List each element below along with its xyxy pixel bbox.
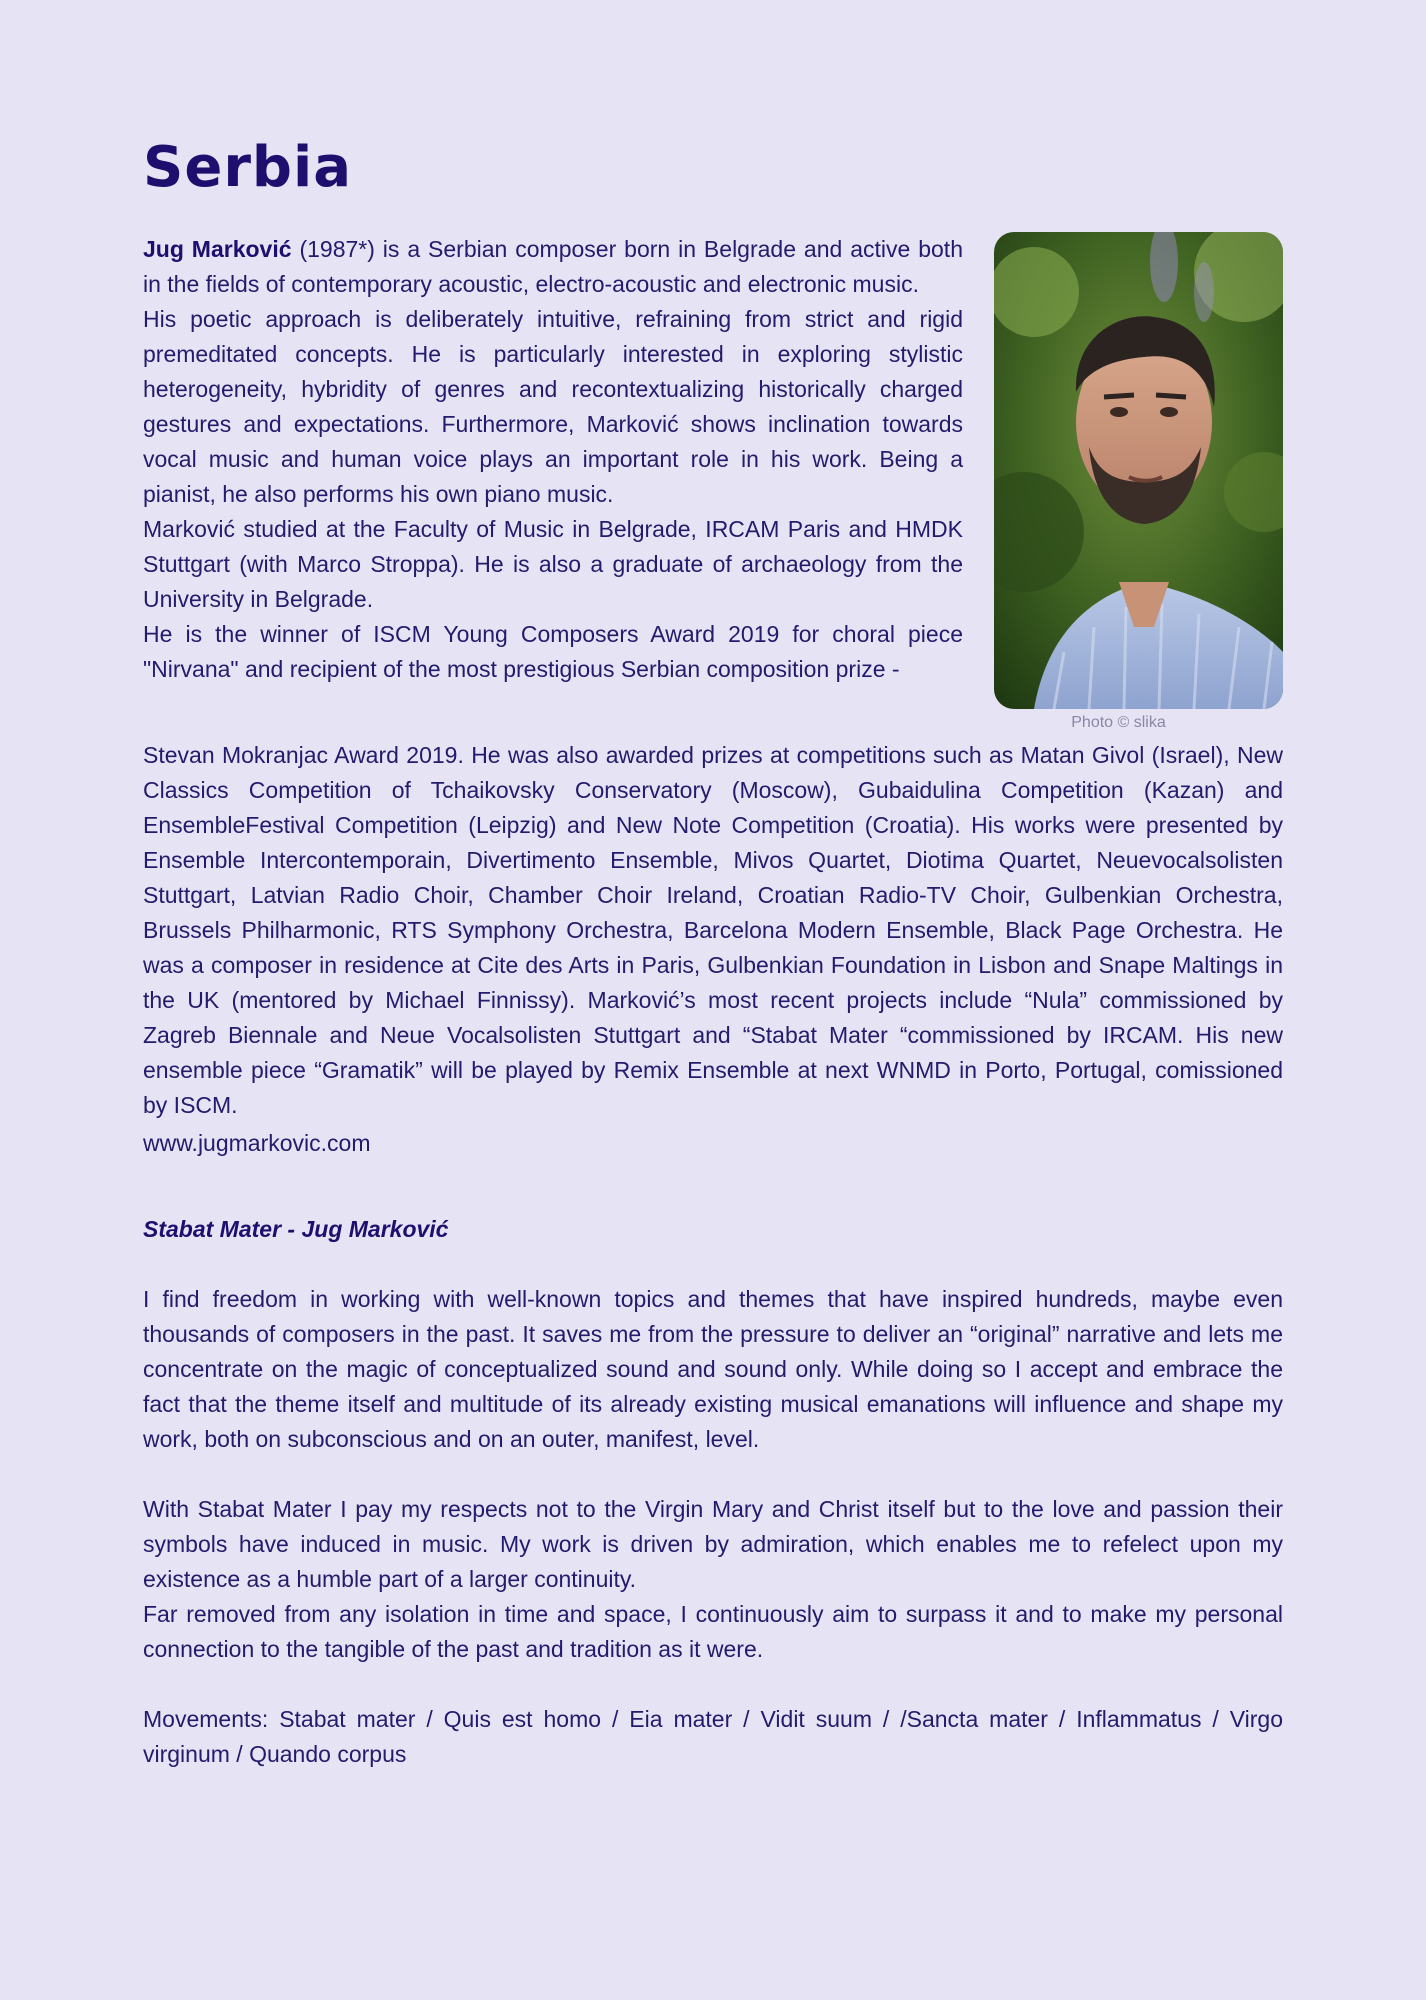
bio-paragraph-4-continued: Stevan Mokranjac Award 2019. He was also awarded prizes at competitions such as Matan Givol (Israel), New Classics Competition of Tchaikovsky Conservatory (Moscow), Gubaidulina Competition (Kazan) and EnsembleFestival Competition (Leipzig) and New Note Competition (Croatia). His works were presented by Ensemble Intercontemporain, Divertimento Ensemble, Mivos Quartet, Diotima Quartet, Neuevocalsolisten Stuttgart, Latvian Radio Choir, Chamber Choir Ireland, Croatian Radio-TV Choir, Gulbenkian Orchestra, Brussels Philharmonic, RTS Symphony Orchestra, Barcelona Modern Ensemble, Black Page Orchestra. He was a composer in residence at Cite des Arts in Paris, Gulbenkian Foundation in Lisbon and Snape Maltings in the UK (mentored by Michael Finnissy). Marković’s most recent projects include “Nula” commissioned by Zagreb Biennale and Neue Vocalsolisten Stuttgart and “Stabat Mater “commissioned by IRCAM. His new ensemble piece “Gramatik” will be played by Remix Ensemble at next WNMD in Porto, Portugal, comissioned by ISCM. xyxy=(143,742,1283,1118)
bio-paragraph-3: Marković studied at the Faculty of Music in Belgrade, IRCAM Paris and HMDK Stuttgart (with Marco Stroppa). He is also a graduate of archaeology from the University in Belgrade. xyxy=(143,516,963,612)
paragraph-spacer xyxy=(143,1457,1283,1492)
work-title: Stabat Mater - Jug Marković xyxy=(143,1216,449,1242)
paragraph-spacer xyxy=(143,1667,1283,1702)
photo-caption: Photo © slika xyxy=(1071,714,1166,731)
page-title: Serbia xyxy=(143,135,352,200)
bio-paragraph-1 xyxy=(143,232,963,302)
biography-intro xyxy=(143,232,963,687)
statement-paragraph-1: I find freedom in working with well-known topics and themes that have inspired hundreds, maybe even thousands of composers in the past. It saves me from the pressure to deliver an “original” narrative and lets me concentrate on the magic of conceptualized sound and sound only. While doing so I accept and embrace the fact that the theme itself and multitude of its already existing musical emanations will influence and shape my work, both on subconscious and on an outer, manifest, level. xyxy=(143,1286,1283,1452)
bio-paragraph-1-text: (1987*) is a Serbian composer born in Belgrade and active both in the fields of contemporary acoustic, electro-acoustic and electronic music. xyxy=(143,236,963,297)
portrait-figure xyxy=(994,232,1283,733)
composer-portrait-photo xyxy=(994,232,1283,709)
bio-paragraph-4: He is the winner of ISCM Young Composers Award 2019 for choral piece "Nirvana" and recipient of the most prestigious Serbian composition prize - xyxy=(143,621,963,682)
movements-list: Movements: Stabat mater / Quis est homo / Eia mater / Vidit suum / /Sancta mater / Inflammatus / Virgo virginum / Quando corpus xyxy=(143,1706,1283,1767)
statement-paragraph-3: Far removed from any isolation in time and space, I continuously aim to surpass it and to make my personal connection to the tangible of the past and tradition as it were. xyxy=(143,1601,1283,1662)
work-statement xyxy=(143,1282,1283,1772)
statement-paragraph-2: With Stabat Mater I pay my respects not to the Virgin Mary and Christ itself but to the love and passion their symbols have induced in music. My work is driven by admiration, which enables me to refelect upon my existence as a humble part of a larger continuity. xyxy=(143,1496,1283,1592)
bio-paragraph-2: His poetic approach is deliberately intuitive, refraining from strict and rigid premeditated concepts. He is particularly interested in exploring stylistic heterogeneity, hybridity of genres and recontextualizing historically charged gestures and expectations. Furthermore, Marković shows inclination towards vocal music and human voice plays an important role in his work. Being a pianist, he also performs his own piano music. xyxy=(143,306,963,507)
website-link[interactable]: www.jugmarkovic.com xyxy=(143,1130,371,1156)
composer-name: Jug Marković xyxy=(143,236,292,262)
